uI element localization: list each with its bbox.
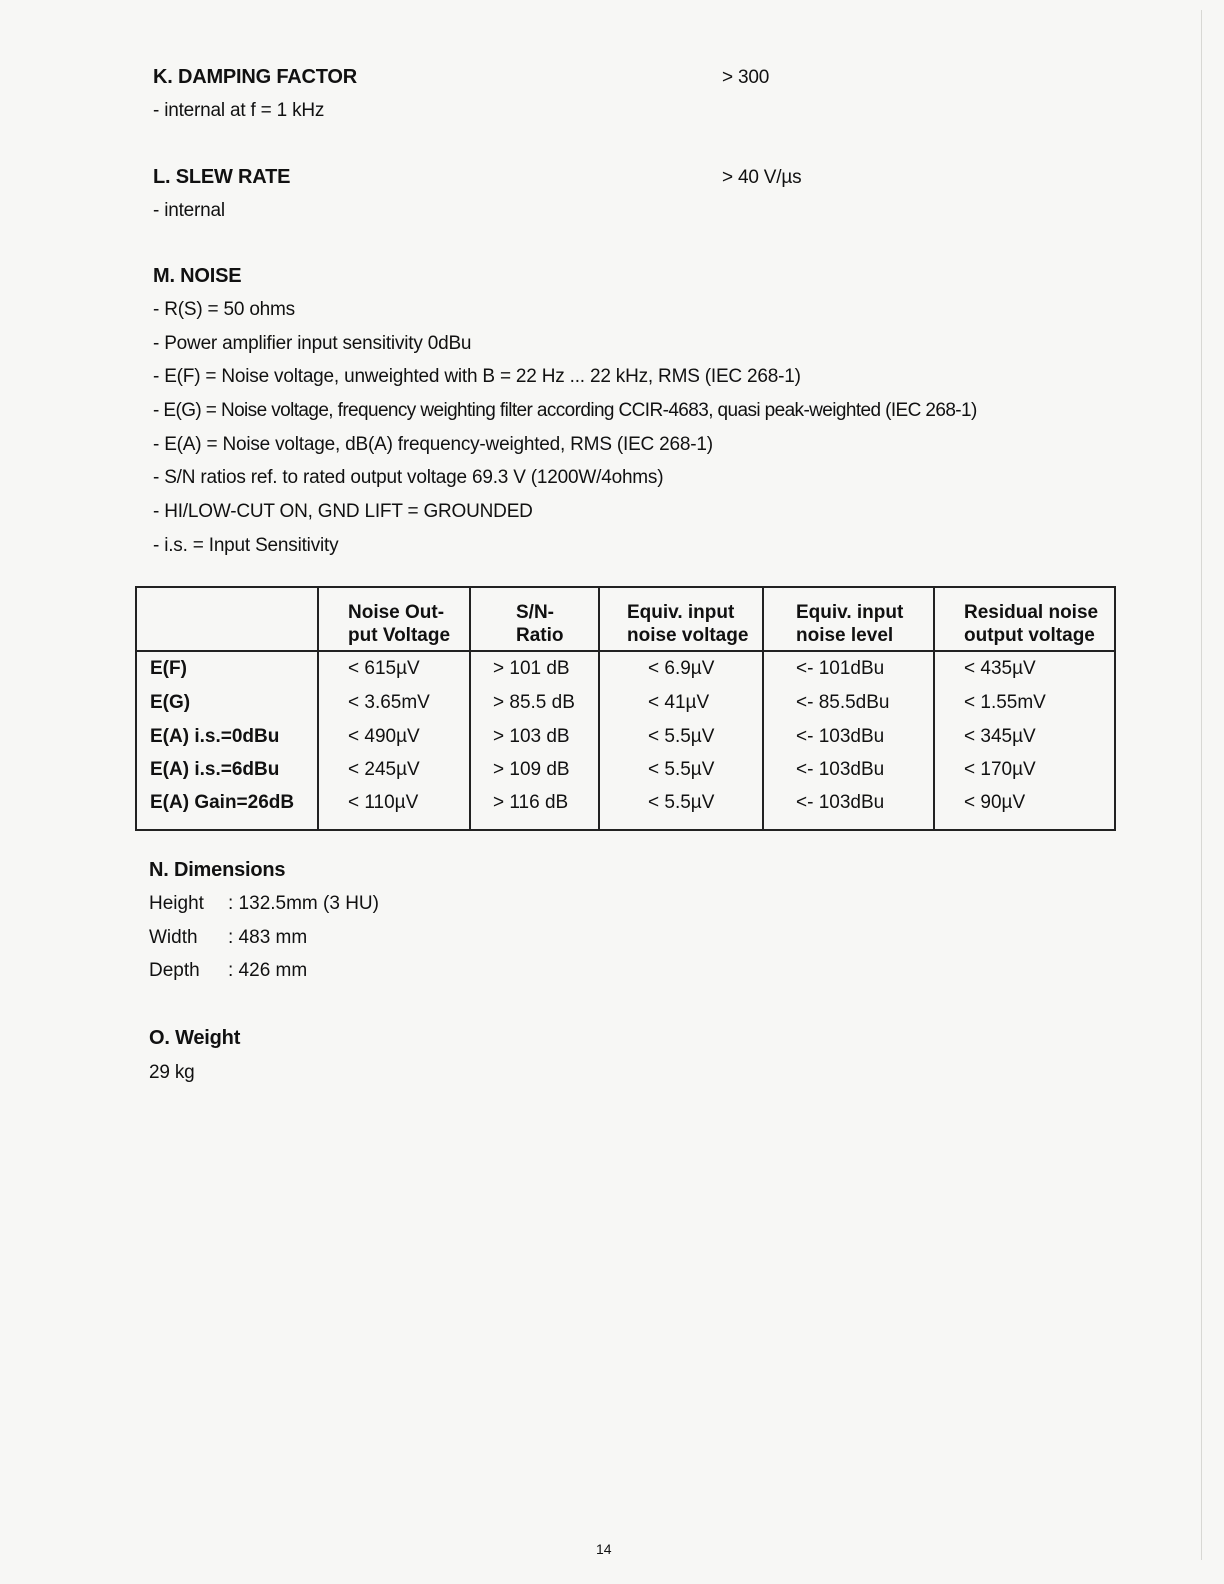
- table-column-divider: [762, 588, 764, 829]
- noise-line: - E(F) = Noise voltage, unweighted with B = 22 Hz ... 22 kHz, RMS (IEC 268-1): [153, 366, 801, 387]
- dimension-value: : 132.5mm (3 HU): [228, 893, 379, 914]
- dimension-value: : 426 mm: [228, 960, 308, 981]
- column-header-equiv-input-noise-level: Equiv. input noise level: [796, 602, 904, 646]
- damping-factor-value: > 300: [722, 67, 770, 88]
- dimension-label: Depth: [149, 960, 200, 981]
- noise-line: - HI/LOW-CUT ON, GND LIFT = GROUNDED: [153, 501, 533, 522]
- damping-factor-note: - internal at f = 1 kHz: [153, 100, 325, 121]
- table-header-divider: [137, 650, 1114, 652]
- column-header-equiv-input-noise-voltage: Equiv. input noise voltage: [627, 602, 749, 646]
- noise-line: - E(G) = Noise voltage, frequency weighting filter according CCIR-4683, quasi peak-weighted (IEC 268-1): [153, 400, 977, 421]
- table-column-divider: [933, 588, 935, 829]
- table-cell: < 90µV: [964, 792, 1026, 813]
- table-cell: < 5.5µV: [648, 792, 715, 813]
- noise-table: [135, 586, 1116, 831]
- table-column-divider: [598, 588, 600, 829]
- dimension-label: Width: [149, 927, 198, 948]
- noise-line: - i.s. = Input Sensitivity: [153, 535, 339, 556]
- table-cell: < 345µV: [964, 726, 1036, 747]
- table-row-label: E(F): [150, 658, 187, 679]
- scan-edge: [1201, 10, 1202, 1560]
- table-cell: < 1.55mV: [964, 692, 1046, 713]
- table-cell: <- 103dBu: [796, 792, 885, 813]
- noise-line: - R(S) = 50 ohms: [153, 299, 295, 320]
- noise-line: - S/N ratios ref. to rated output voltage 69.3 V (1200W/4ohms): [153, 467, 664, 488]
- dimension-label: Height: [149, 893, 204, 914]
- slew-rate-note: - internal: [153, 200, 225, 221]
- table-cell: <- 101dBu: [796, 658, 885, 679]
- table-cell: < 435µV: [964, 658, 1036, 679]
- table-row-label: E(A) i.s.=6dBu: [150, 759, 280, 780]
- table-cell: < 6.9µV: [648, 658, 715, 679]
- weight-title: O. Weight: [149, 1027, 241, 1049]
- noise-line: - Power amplifier input sensitivity 0dBu: [153, 333, 472, 354]
- weight-value: 29 kg: [149, 1062, 195, 1083]
- table-cell: < 245µV: [348, 759, 420, 780]
- table-cell: < 170µV: [964, 759, 1036, 780]
- column-header-sn-ratio: S/N- Ratio: [516, 602, 564, 646]
- table-row-label: E(G): [150, 692, 191, 713]
- column-header-residual-noise-output-voltage: Residual noise output voltage: [964, 602, 1099, 646]
- table-cell: <- 85.5dBu: [796, 692, 890, 713]
- table-column-divider: [317, 588, 319, 829]
- table-cell: > 85.5 dB: [493, 692, 575, 713]
- table-cell: <- 103dBu: [796, 759, 885, 780]
- table-cell: <- 103dBu: [796, 726, 885, 747]
- slew-rate-value: > 40 V/µs: [722, 167, 802, 188]
- damping-factor-title: K. DAMPING FACTOR: [153, 66, 358, 88]
- noise-line: - E(A) = Noise voltage, dB(A) frequency-weighted, RMS (IEC 268-1): [153, 434, 713, 455]
- table-cell: < 615µV: [348, 658, 420, 679]
- table-cell: > 116 dB: [493, 792, 569, 813]
- table-cell: < 41µV: [648, 692, 710, 713]
- table-cell: > 103 dB: [493, 726, 570, 747]
- dimensions-title: N. Dimensions: [149, 859, 286, 881]
- table-cell: < 110µV: [348, 792, 419, 813]
- dimension-value: : 483 mm: [228, 927, 308, 948]
- table-cell: > 101 dB: [493, 658, 570, 679]
- table-row-label: E(A) i.s.=0dBu: [150, 726, 280, 747]
- table-cell: < 490µV: [348, 726, 420, 747]
- noise-title: M. NOISE: [153, 265, 242, 287]
- table-cell: < 5.5µV: [648, 759, 715, 780]
- table-row-label: E(A) Gain=26dB: [150, 792, 295, 813]
- table-cell: > 109 dB: [493, 759, 570, 780]
- column-header-noise-output-voltage: Noise Out- put Voltage: [348, 602, 451, 646]
- table-cell: < 3.65mV: [348, 692, 430, 713]
- slew-rate-title: L. SLEW RATE: [153, 166, 291, 188]
- table-cell: < 5.5µV: [648, 726, 715, 747]
- page-number: 14: [596, 1541, 612, 1557]
- table-column-divider: [469, 588, 471, 829]
